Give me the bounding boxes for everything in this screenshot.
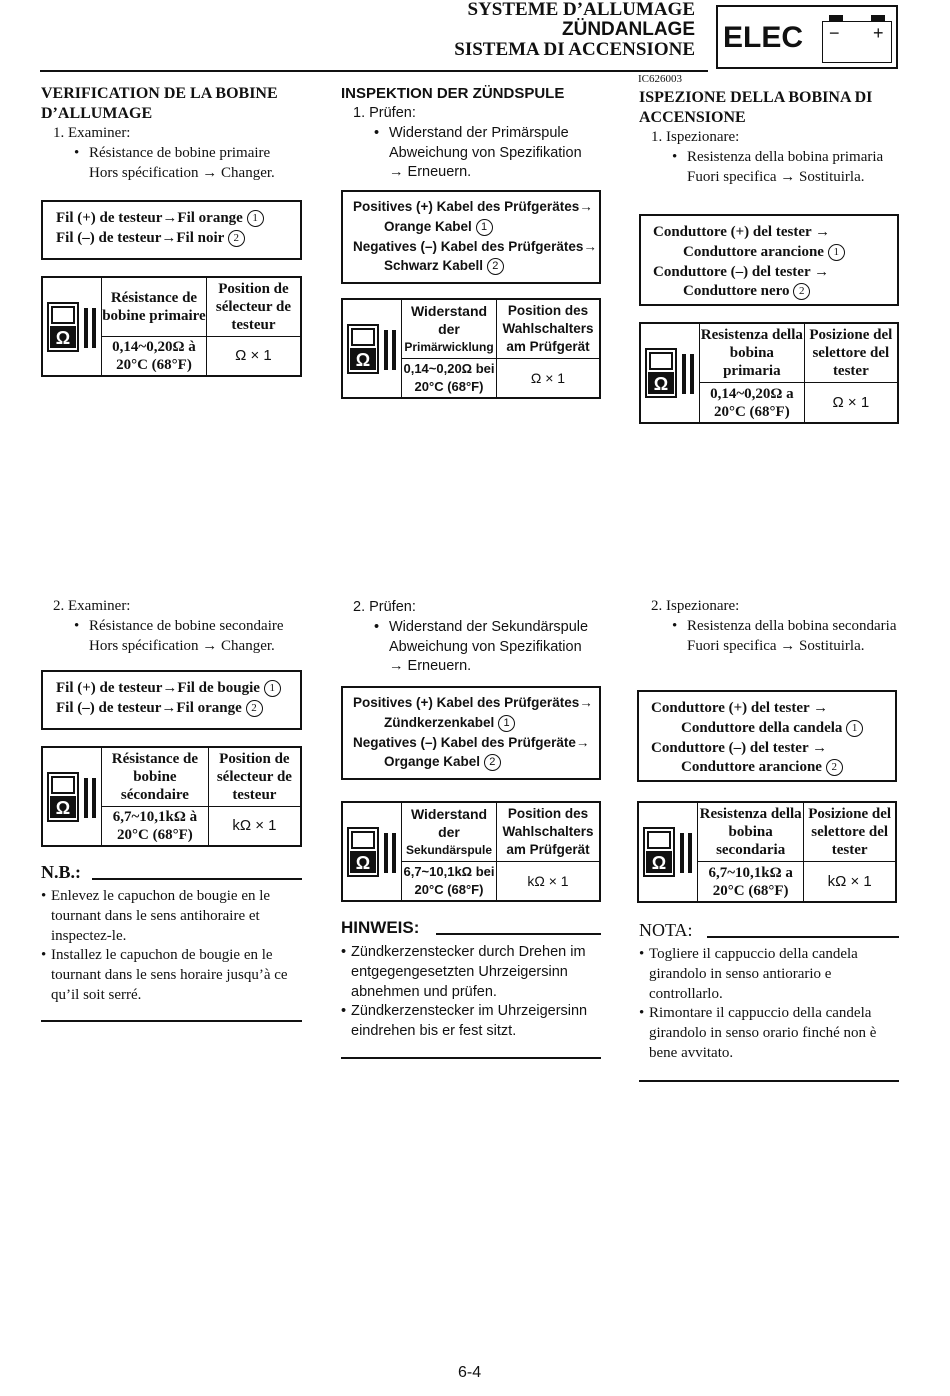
marker-2-icon: 2 [484,754,501,771]
svg-text:Ω: Ω [651,853,667,873]
de-spec-header-resistance [402,802,497,862]
fr-step-2-bullet: • Résistance de bobine secondaire [41,617,303,637]
it-wire-line-4: Conduttore nero [683,283,790,300]
tester-icon [342,299,402,398]
tester-icon [640,323,700,423]
it-section-2 [639,597,901,656]
marker-1-icon: 1 [498,715,515,732]
fr-wire-line-2: Fil (–) de testeur→Fil orange [56,699,242,716]
de-step-1: 1. Prüfen: [353,105,416,121]
it-note-item-1: • Togliere il cappuccio della candela girandolo in senso antiorario e controllarlo. [639,945,901,1004]
de-spec-table-1 [341,298,601,399]
de-spec-header-resistance-line2: Primärwicklung [404,340,494,354]
fr-note-title: N.B.: [41,862,81,882]
fr-spec-table-2 [41,746,302,847]
de-wire-line-3: Negatives (–) Kabel des Prüfgerätes→ [353,238,597,254]
fr-step-1-bullet: • Résistance de bobine primaire [41,144,303,164]
de-spec-header-position: Position des Wahlschalters am Prüfgerät [497,299,601,359]
marker-2-icon: 2 [826,759,843,776]
de-note-title: HINWEIS: [341,918,420,937]
de-spec-header-resistance-line1: Widerstand der [410,806,488,840]
fr-spec-table-1 [41,276,302,377]
marker-1-icon: 1 [247,210,264,227]
fr-wire-box-1 [41,200,302,260]
svg-text:Ω: Ω [355,852,371,873]
de-note-title-rule [436,933,601,935]
it-step-1: 1. Ispezionare: [651,129,740,145]
header-rule [40,70,708,72]
de-section-2 [341,598,603,677]
fr-spec-header-resistance: Résistance de bobine sécondaire [102,747,209,807]
de-wire-line-1: Positives (+) Kabel des Prüfgerätes→ [353,199,593,214]
fr-spec-header-resistance: Résistance de bobine primaire [102,277,207,337]
it-spec-header-position: Posizione del selettore del tester [804,802,896,862]
fr-wire-line-1: Fil (+) de testeur→Fil orange [56,210,243,226]
marker-2-icon: 2 [246,700,263,717]
de-wire-line-2: Zündkerzenkabel [384,714,495,730]
marker-2-icon: 2 [793,283,810,300]
it-wire-box-2 [637,690,897,782]
fr-spec-value-position: kΩ × 1 [208,807,301,847]
de-spec-value-resistance: 0,14~0,20Ω bei 20°C (68°F) [402,359,497,399]
de-wire-box-2 [341,686,601,780]
header-title-it: SISTEMA DI ACCENSIONE [454,39,695,60]
de-step-2: 2. Prüfen: [353,599,416,615]
tester-icon [42,277,102,376]
page-number: 6-4 [458,1364,482,1381]
fr-note [41,860,303,1006]
de-step-2-outcome: Abweichung von Spezifikation [389,638,582,655]
de-spec-value-position: Ω × 1 [497,359,601,399]
it-section-title: ISPEZIONE DELLA BOBINA DI ACCENSIONE [639,89,873,126]
fr-step-2-outcome: Hors spécification → Changer. [89,637,275,654]
fr-spec-header-position: Position de sélecteur de testeur [208,747,301,807]
marker-1-icon: 1 [476,219,493,236]
it-wire-line-3: Conduttore (–) del tester → [651,739,828,756]
it-note-item-2: • Rimontare il cappuccio della candela girandolo in senso orario finché non è bene avvitato. [639,1004,901,1063]
fr-note-end-rule [41,1020,302,1022]
fr-note-title-rule [92,878,302,880]
de-note-end-rule [341,1057,601,1059]
fr-section-2 [41,597,303,656]
it-spec-header-position: Posizione del selettore del tester [804,323,898,383]
fr-section-1 [41,84,303,183]
elec-label: ELEC [723,21,804,54]
it-wire-line-4: Conduttore arancione [681,759,822,776]
header-title-de: ZÜNDANLAGE [562,19,695,40]
de-wire-line-4: Schwarz Kabell [384,258,484,274]
fr-step-2: 2. Examiner: [53,598,131,614]
battery-plus: + [873,23,884,43]
page-header-titles [454,0,695,60]
marker-2-icon: 2 [487,258,504,275]
battery-minus: − [829,23,840,43]
it-step-2-bullet: • Resistenza della bobina secondaria [639,617,901,637]
it-note-end-rule [639,1080,899,1082]
de-step-2-action: → Erneuern. [389,658,472,675]
de-step-1-bullet: • Widerstand der Primärspule [341,124,603,144]
marker-2-icon: 2 [228,230,245,247]
header-title-fr: SYSTEME D’ALLUMAGE [467,0,695,20]
fr-wire-line-2: Fil (–) de testeur→Fil noir [56,229,225,246]
it-spec-value-resistance: 0,14~0,20Ω a 20°C (68°F) [700,383,805,424]
de-spec-header-resistance-line1: Widerstand der [410,303,488,337]
it-spec-table-2 [637,801,897,903]
it-spec-value-position: Ω × 1 [804,383,898,424]
fr-wire-line-1: Fil (+) de testeur→Fil de bougie [56,680,260,696]
it-spec-header-resistance: Resistenza della bobina secondaria [698,802,804,862]
fr-wire-box-2 [41,670,302,730]
it-section-1 [639,88,901,187]
de-spec-value-position: kΩ × 1 [497,862,601,902]
de-note-item-2: • Zündkerzenstecker im Uhrzeigersinn eindrehen bis er fest sitzt. [341,1002,603,1042]
de-spec-value-resistance: 6,7~10,1kΩ bei 20°C (68°F) [402,862,497,902]
doc-code: IC626003 [638,73,682,85]
de-step-2-bullet: • Widerstand der Sekundärspule [341,618,603,638]
fr-step-1-outcome: Hors spécification → Changer. [89,164,275,181]
it-wire-line-2: Conduttore della candela [681,719,843,736]
it-wire-line-1: Conduttore (+) del tester → [653,224,831,240]
fr-section-title: VERIFICATION DE LA BOBINE D’ALLUMAGE [41,85,278,122]
tester-icon [342,802,402,901]
marker-1-icon: 1 [846,720,863,737]
de-wire-line-1: Positives (+) Kabel des Prüfgerätes→ [353,695,593,710]
fr-note-item-2: • Installez le capuchon de bougie en le tournant dans le sens horaire jusqu’à ce qu’il soit serré. [41,946,303,1005]
it-wire-box-1 [639,214,899,306]
de-step-1-outcome: Abweichung von Spezifikation [389,144,582,161]
fr-note-item-1: • Enlevez le capuchon de bougie en le tournant dans le sens antihoraire et inspectez-le. [41,887,303,946]
tester-icon [638,802,698,902]
marker-1-icon: 1 [264,680,281,697]
elec-badge [716,5,898,69]
fr-spec-value-position: Ω × 1 [206,337,301,377]
it-step-2-outcome: Fuori specifica → Sostituirla. [687,637,865,654]
svg-text:Ω: Ω [653,374,669,394]
de-spec-table-2 [341,801,601,902]
it-spec-table-1 [639,322,899,424]
it-wire-line-3: Conduttore (–) del tester → [653,263,830,280]
de-wire-line-4: Organge Kabel [384,754,481,770]
svg-text:Ω: Ω [55,797,71,818]
svg-text:Ω: Ω [55,327,71,348]
it-step-2: 2. Ispezionare: [651,598,740,614]
de-spec-header-resistance [402,299,497,359]
de-step-1-action: → Erneuern. [389,164,472,181]
it-spec-value-position: kΩ × 1 [804,862,896,903]
it-wire-line-2: Conduttore arancione [683,243,824,260]
it-note-title-rule [707,936,899,938]
de-spec-header-resistance-line2: Sekundärspule [405,843,493,857]
it-note-title: NOTA: [639,920,693,940]
fr-step-1: 1. Examiner: [53,125,131,141]
de-wire-box-1 [341,190,601,284]
de-section-title: INSPEKTION DER ZÜNDSPULE [341,85,565,102]
battery-icon [822,21,892,63]
marker-1-icon: 1 [828,244,845,261]
it-wire-line-1: Conduttore (+) del tester → [651,700,829,716]
it-step-1-bullet: • Resistenza della bobina primaria [639,148,901,168]
de-spec-header-position: Position des Wahlschalters am Prüfgerät [497,802,601,862]
de-section-1 [341,84,603,183]
fr-spec-header-position: Position de sélecteur de testeur [206,277,301,337]
fr-spec-value-resistance: 0,14~0,20Ω à 20°C (68°F) [102,337,207,377]
de-wire-line-2: Orange Kabel [384,218,472,234]
svg-text:Ω: Ω [355,349,371,370]
tester-icon [42,747,102,846]
de-note-item-1: • Zündkerzenstecker durch Drehen im entgegengesetzten Uhrzeigersinn abnehmen und prüfen. [341,943,603,1002]
it-note [639,918,901,1064]
de-wire-line-3: Negatives (–) Kabel des Prüfgeräte→ [353,734,590,750]
fr-spec-value-resistance: 6,7~10,1kΩ à 20°C (68°F) [102,807,209,847]
it-spec-value-resistance: 6,7~10,1kΩ a 20°C (68°F) [698,862,804,903]
it-spec-header-resistance: Resistenza della bobina primaria [700,323,805,383]
it-step-1-outcome: Fuori specifica → Sostituirla. [687,168,865,185]
